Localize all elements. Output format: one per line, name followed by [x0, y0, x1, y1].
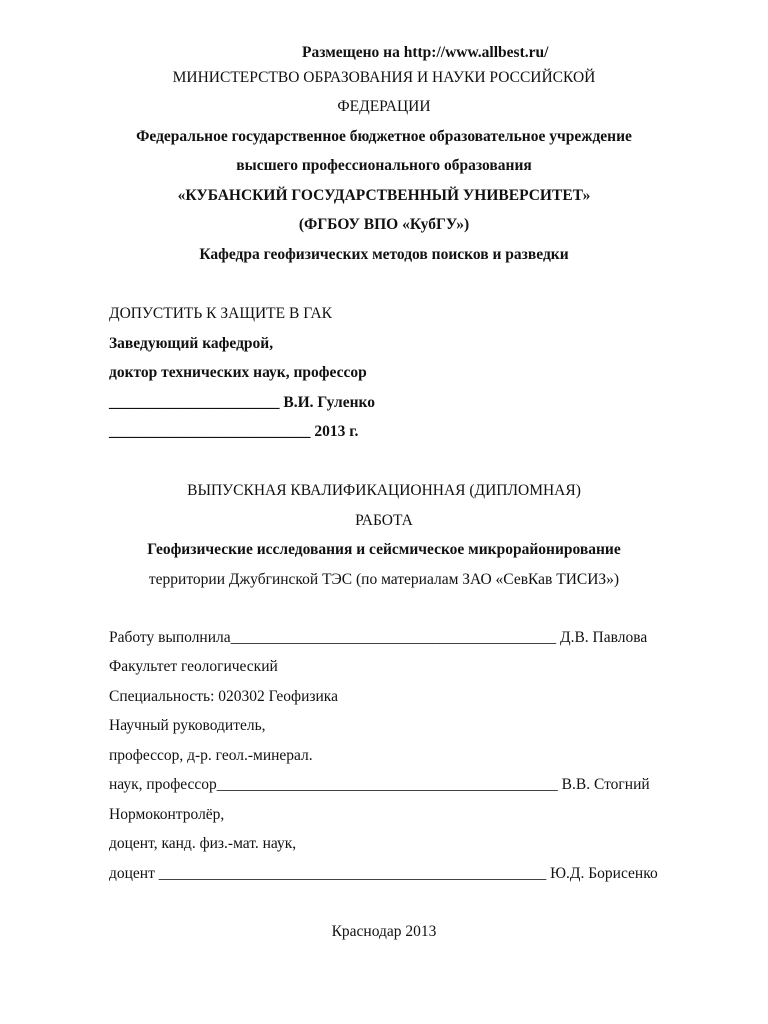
- approval-degree: доктор технических наук, профессор: [109, 364, 367, 381]
- approval-title: ДОПУСТИТЬ К ЗАЩИТЕ В ГАК: [109, 305, 333, 322]
- supervisor-degree: профессор, д-р. геол.-минерал.: [109, 747, 313, 764]
- work-type-line-2: РАБОТА: [355, 512, 413, 529]
- normcontrol-degree: доцент, канд. физ.-мат. наук,: [109, 835, 297, 852]
- work-topic-line-1: Геофизические исследования и сейсмическое микрорайонирование: [147, 541, 621, 558]
- supervisor-label: Научный руководитель,: [109, 717, 266, 734]
- normcontrol-line: доцент __________________________________________________ Ю.Д. Борисенко: [109, 865, 658, 882]
- normcontrol-label: Нормоконтролёр,: [109, 806, 225, 823]
- ministry-line-1: МИНИСТЕРСТВО ОБРАЗОВАНИЯ И НАУКИ РОССИЙСКОЙ: [172, 69, 596, 86]
- institution-line-1: Федеральное государственное бюджетное образовательное учреждение: [136, 128, 632, 145]
- approval-position: Заведующий кафедрой,: [109, 335, 274, 352]
- source-note: Размещено на http://www.allbest.ru/: [302, 44, 549, 61]
- approval-date-line: __________________________ 2013 г.: [109, 423, 359, 440]
- university-abbreviation: (ФГБОУ ВПО «КубГУ»): [298, 216, 470, 233]
- work-type-line-1: ВЫПУСКНАЯ КВАЛИФИКАЦИОННАЯ (ДИПЛОМНАЯ): [187, 482, 581, 499]
- department-name: Кафедра геофизических методов поисков и разведки: [199, 246, 569, 263]
- faculty: Факультет геологический: [109, 658, 278, 675]
- institution-line-2: высшего профессионального образования: [236, 157, 532, 174]
- city-year: Краснодар 2013: [331, 923, 437, 940]
- author-line: Работу выполнила__________________________________________ Д.В. Павлова: [109, 629, 648, 646]
- work-topic-line-2: территории Джубгинской ТЭС (по материалам ЗАО «СевКав ТИСИЗ»): [148, 571, 620, 588]
- ministry-line-2: ФЕДЕРАЦИИ: [337, 98, 431, 115]
- supervisor-line: наук, профессор____________________________________________ В.В. Стогний: [109, 776, 650, 793]
- specialty: Специальность: 020302 Геофизика: [109, 688, 338, 705]
- university-name: «КУБАНСКИЙ ГОСУДАРСТВЕННЫЙ УНИВЕРСИТЕТ»: [177, 187, 591, 204]
- approval-signature-line: ______________________ В.И. Гуленко: [109, 394, 376, 411]
